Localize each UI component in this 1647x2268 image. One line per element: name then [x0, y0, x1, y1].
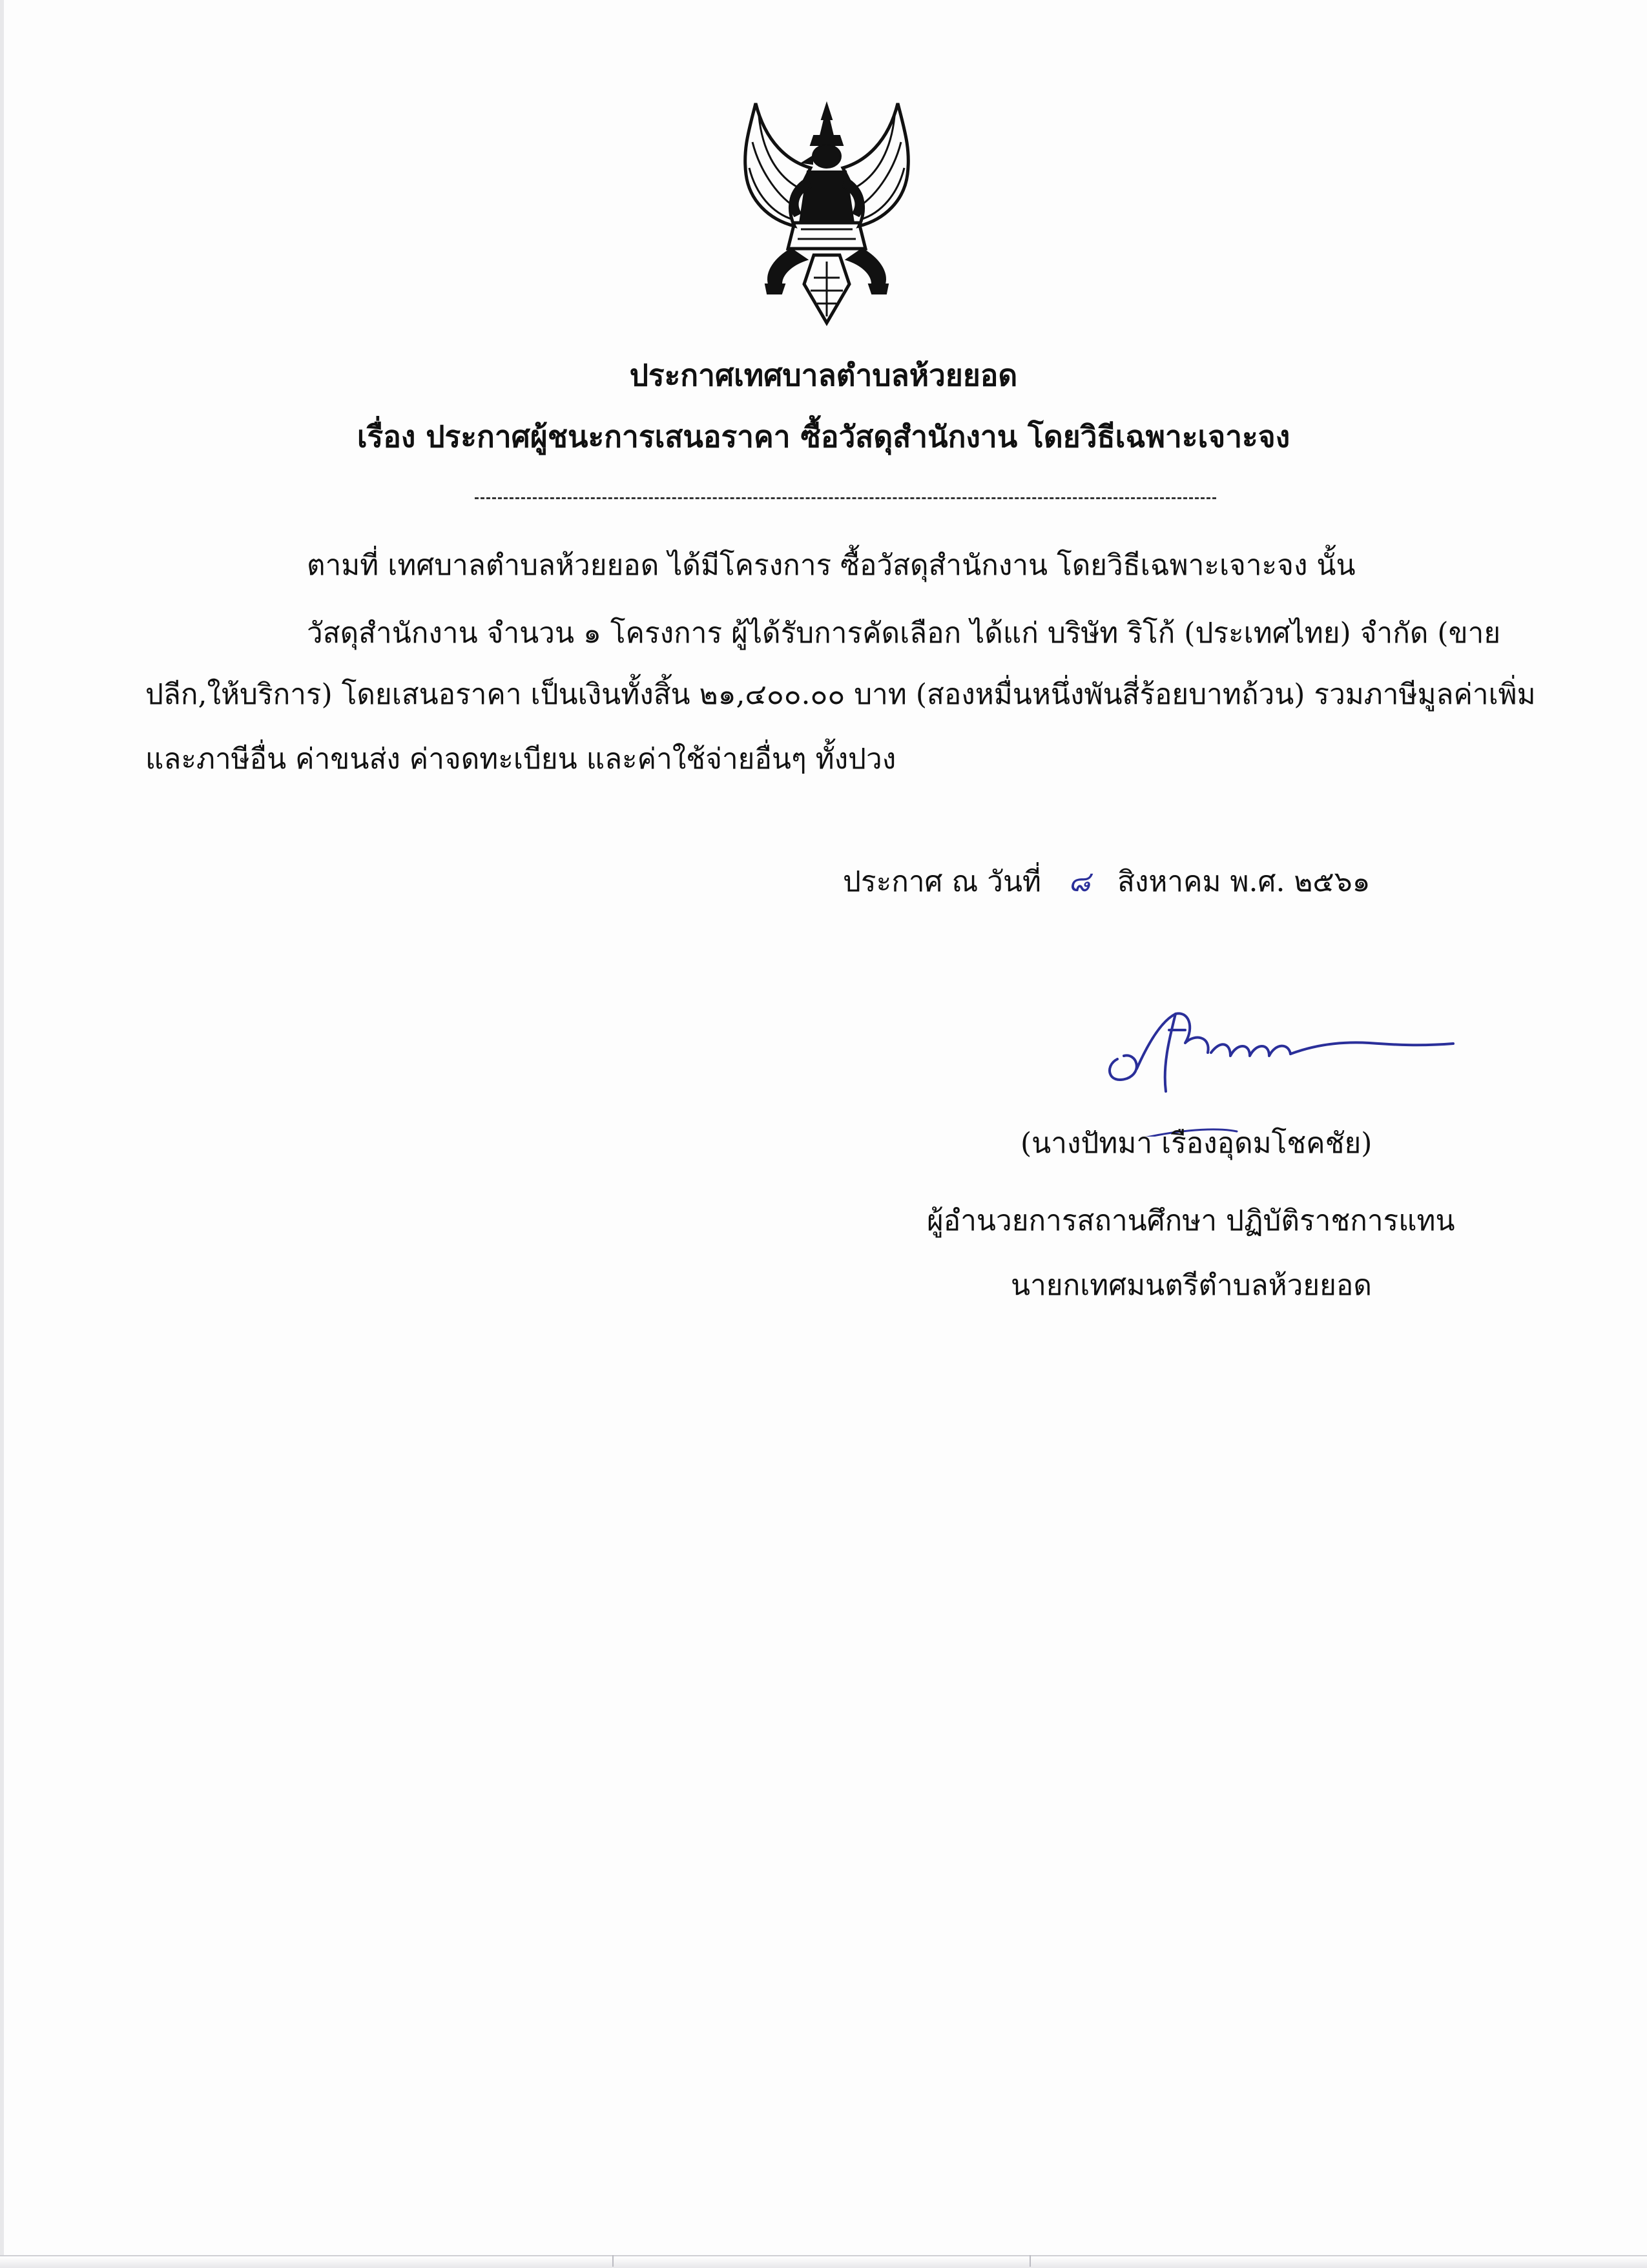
date-month-year: สิงหาคม พ.ศ. ๒๕๖๑	[1117, 865, 1371, 898]
date-prefix: ประกาศ ณ วันที่	[843, 865, 1042, 898]
announcement-date	[843, 859, 1371, 904]
dashed-divider	[475, 497, 1216, 499]
page-edge	[0, 0, 4, 2267]
signatory-position: ผู้อำนวยการสถานศึกษา ปฏิบัติราชการแทน	[927, 1204, 1455, 1237]
garuda-emblem	[730, 90, 924, 336]
announcement-subject: เรื่อง ประกาศผู้ชนะการเสนอราคา ซื้อวัสดุสำนักงาน โดยวิธีเฉพาะเจาะจง	[357, 419, 1290, 454]
handwritten-signature	[1098, 982, 1466, 1137]
body-line-2: วัสดุสำนักงาน จำนวน ๑ โครงการ ผู้ได้รับการคัดเลือก ได้แก่ บริษัท ริโก้ (ประเทศไทย) จำกัด (ขาย	[307, 617, 1501, 650]
page-bottom-edge	[0, 2255, 1647, 2268]
signatory-name: (นางปัทมา เรืองอุดมโชคชัย)	[1020, 1127, 1372, 1160]
scan-mark	[612, 2255, 614, 2267]
date-day: ๘	[1068, 865, 1091, 898]
announcement-title: ประกาศเทศบาลตำบลห้วยยอด	[629, 358, 1018, 393]
body-line-3: ปลีก,ให้บริการ) โดยเสนอราคา เป็นเงินทั้งสิ้น ๒๑,๔๐๐.๐๐ บาท (สองหมื่นหนึ่งพันสี่ร้อยบาทถ้วน) รวมภาษีมูลค่าเพิ่ม	[145, 678, 1536, 711]
body-line-1: ตามที่ เทศบาลตำบลห้วยยอด ได้มีโครงการ ซื้อวัสดุสำนักงาน โดยวิธีเฉพาะเจาะจง นั้น	[307, 549, 1356, 582]
body-line-4: และภาษีอื่น ค่าขนส่ง ค่าจดทะเบียน และค่าใช้จ่ายอื่นๆ ทั้งปวง	[145, 743, 896, 776]
scan-mark	[1030, 2255, 1031, 2267]
signatory-position-acting-for: นายกเทศมนตรีตำบลห้วยยอด	[1011, 1269, 1372, 1302]
